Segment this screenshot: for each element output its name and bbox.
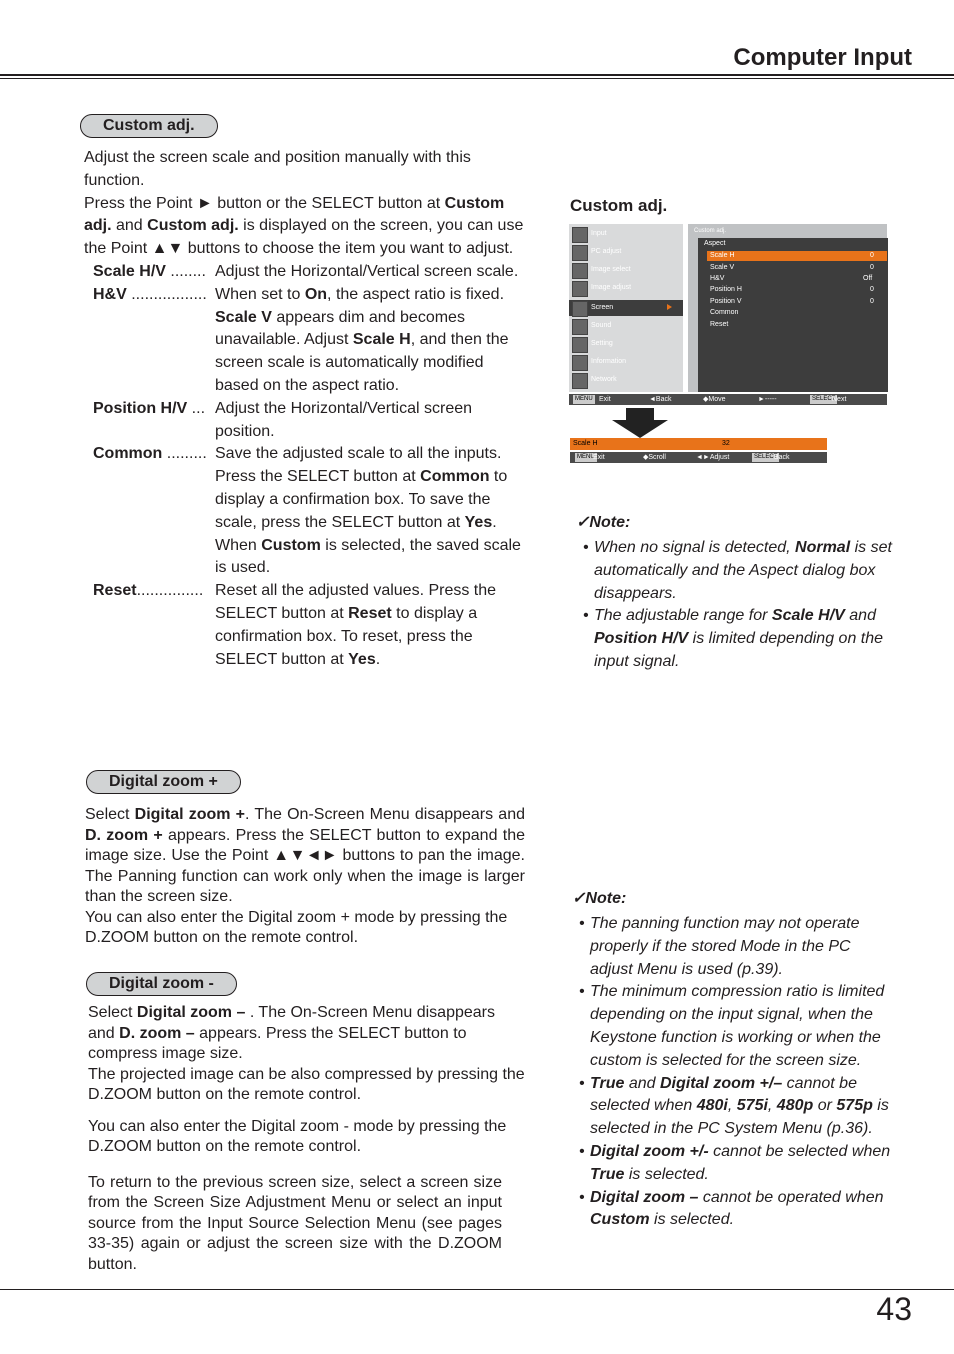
note-item: • When no signal is detected, Normal is set automatically and the Aspect dialog box disappears. bbox=[583, 539, 892, 602]
header-rule-thin bbox=[0, 78, 954, 79]
pc-adjust-icon bbox=[572, 245, 588, 261]
osd-menu-item: Image adjust bbox=[591, 284, 632, 291]
footer-rule bbox=[0, 1289, 954, 1290]
def-hv: H&V ................. When set to On, the aspect ratio is fixed. Scale V appears dim and becomes unavailable. Adjust Scale H, and then the screen scale is automatically modified based on the aspect ratio. bbox=[93, 285, 509, 394]
note-item: • Digital zoom – cannot be operated when Custom is selected. bbox=[579, 1188, 884, 1229]
image-select-icon bbox=[572, 263, 588, 279]
osd-main-menu bbox=[569, 224, 683, 392]
note-item: • The adjustable range for Scale H/V and Position H/V is limited depending on the input signal. bbox=[583, 607, 884, 670]
osd-sub-nav-bar: MENU Exit ◆Scroll ◄►Adjust SELECT Back bbox=[570, 452, 827, 463]
network-icon bbox=[572, 373, 588, 389]
play-arrow-icon bbox=[667, 304, 672, 310]
note-item: • The panning function may not operate properly if the stored Mode in the PC adjust Menu is used (p.39). bbox=[579, 915, 860, 978]
def-reset: Reset............... Reset all the adjusted values. Press the SELECT button at Reset to display a confirmation box. To reset, press the SELECT button at Yes. bbox=[93, 582, 497, 668]
custom-adj-intro: Adjust the screen scale and position manually with this function. bbox=[84, 149, 471, 189]
def-position-hv: Position H/V ... Adjust the Horizontal/Vertical screen position. bbox=[93, 399, 473, 440]
setting-icon bbox=[572, 337, 588, 353]
section-pill-digital-zoom-minus: Digital zoom - bbox=[86, 972, 237, 996]
header-rule bbox=[0, 74, 954, 76]
note-box-1: ✓Note: • When no signal is detected, Normal is set automatically and the Aspect dialog box disappears. • The adjustable range for Scale H/V and Position H/V is limited depending on the input signal. bbox=[576, 512, 896, 674]
osd-menu-item: Network bbox=[591, 376, 617, 383]
def-common: Common ......... Save the adjusted scale to all the inputs. Press the SELECT button at Common to display a confirmation box. To save the scale, press the SELECT button at Yes. When Custom is selected, the saved scale is used. bbox=[93, 445, 521, 577]
note-item: • Digital zoom +/- cannot be selected when True is selected. bbox=[579, 1142, 891, 1183]
osd-sub-menu: Custom adj. Aspect Scale H 0 Scale V 0 H&V Off Position H 0 Position V 0 Common Reset bbox=[688, 224, 887, 392]
arrow-down-icon bbox=[612, 408, 668, 438]
input-icon bbox=[572, 227, 588, 243]
osd-menu-item: Image select bbox=[591, 266, 631, 273]
note-item: • True and Digital zoom +/– cannot be selected when 480i, 575i, 480p or 575p is selected in the PC System Menu (p.36). bbox=[579, 1074, 889, 1138]
note-item: • The minimum compression ratio is limited depending on the input signal, when the Keystone function is working or when the custom is selected for the screen size. bbox=[579, 983, 885, 1069]
osd-menu-item: Sound bbox=[591, 322, 612, 329]
screen-icon bbox=[572, 301, 588, 317]
osd-menu-item: Setting bbox=[591, 340, 613, 347]
osd-aspect-heading: Aspect bbox=[704, 240, 726, 247]
note-box-2: ✓Note: • The panning function may not operate properly if the stored Mode in the PC adjust Menu is used (p.39). • The minimum compression ratio is limited depending on the input signal, when the Keystone function is working or when the custom is selected for the screen size. • True and Digital zoom +/– cannot be selected when 480i, 575i, 480p or 575p is selected in the PC System Menu (p.36). • Digital zoom +/- cannot be selected when True is selected. • Digital zoom – cannot be operated when Custom is selected. bbox=[572, 888, 892, 1232]
osd-sub-title: Custom adj. bbox=[694, 228, 727, 234]
screenshot-caption: Custom adj. bbox=[570, 196, 668, 215]
osd-scale-h-bar: Scale H 32 bbox=[570, 438, 827, 450]
information-icon bbox=[572, 355, 588, 371]
osd-menu-item: PC adjust bbox=[591, 248, 622, 255]
custom-adj-press: Press the Point ► button or the SELECT button at Custom adj. and Custom adj. is displayed on the screen, you can use the Point ▲▼ buttons to choose the item you want to adjust. bbox=[84, 194, 524, 258]
image-adjust-icon bbox=[572, 281, 588, 297]
check-icon: ✓ bbox=[572, 890, 586, 907]
digital-zoom-minus-body: Select Digital zoom – . The On-Screen Menu disappears and D. zoom – appears. Press the SELECT button to compress image size. The projected image can be also compressed by pressing the D.ZOOM button on the remote control. You can also enter the Digital zoom - mode by pressing the D.ZOOM button on the remote control. To return to the previous screen size, select a screen size from the Screen Size Adjustment Menu or select an input source from the Input Source Selection Menu (see pages 33-35) again or adjust the screen size with the D.ZOOM button. bbox=[88, 1004, 525, 1273]
custom-adj-body bbox=[84, 147, 526, 671]
section-pill-custom-adj: Custom adj. bbox=[80, 114, 218, 138]
page-title: Computer Input bbox=[733, 44, 912, 71]
osd-menu-item: Information bbox=[591, 358, 627, 365]
digital-zoom-plus-body: Select Digital zoom +. The On-Screen Menu disappears and D. zoom + appears. Press the SELECT button to expand the image size. Use the Point ▲▼◄► buttons to pan the image. The Panning function can work only when the image is larger than the screen size. You can also enter the Digital zoom + mode by pressing the D.ZOOM button on the remote control. bbox=[85, 806, 526, 946]
def-scale-hv: Scale H/V ........ Adjust the Horizontal/Vertical screen scale. bbox=[93, 262, 519, 280]
osd-menu-item: Input bbox=[591, 230, 607, 237]
check-icon: ✓ bbox=[576, 514, 590, 531]
osd-menu-item: Screen bbox=[591, 304, 614, 311]
page-number: 43 bbox=[876, 1291, 912, 1327]
section-pill-digital-zoom-plus: Digital zoom + bbox=[86, 770, 241, 794]
osd-nav-bar: MENU Exit ◄Back ◆Move ►----- SELECT Next bbox=[569, 394, 887, 405]
sound-icon bbox=[572, 319, 588, 335]
